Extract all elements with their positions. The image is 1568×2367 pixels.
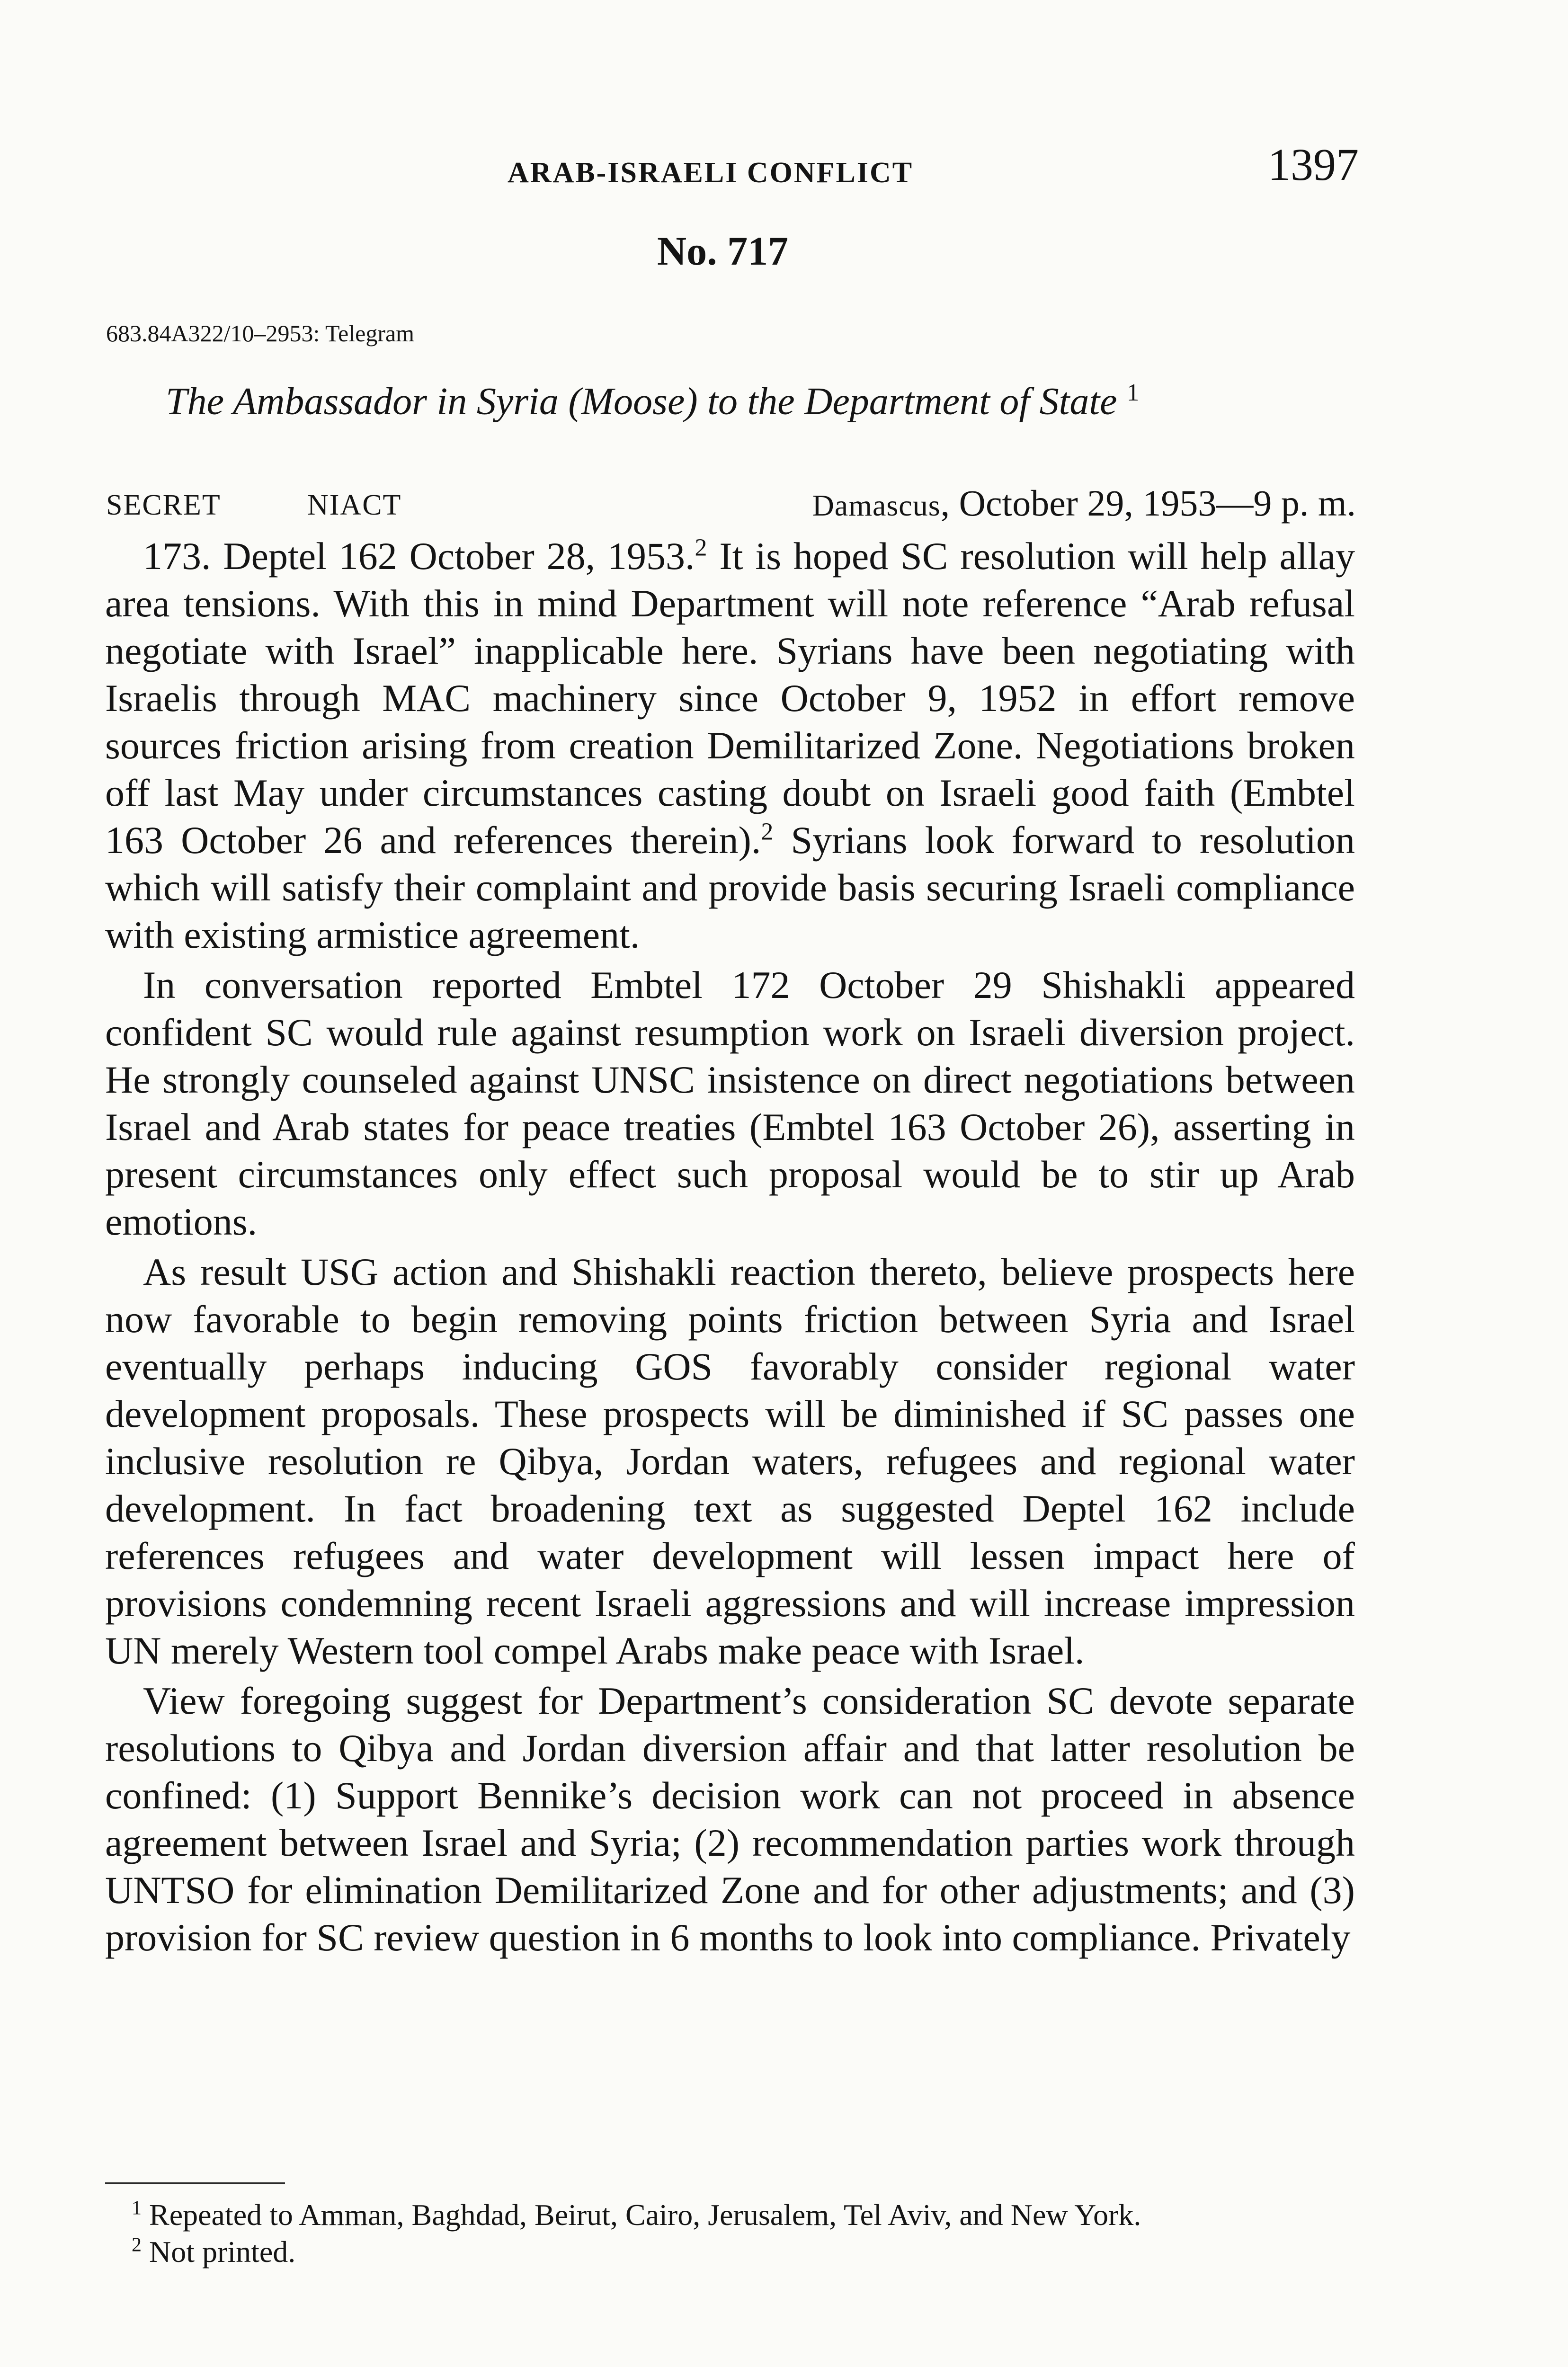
footnote-mark: 1 — [132, 2197, 142, 2219]
footnote-divider — [105, 2182, 285, 2184]
footnote-mark: 2 — [132, 2234, 142, 2256]
page-header — [0, 139, 1568, 208]
footnote-1 — [105, 2197, 1355, 2234]
paragraph-1-part-b: It is hoped SC resolution will help allay area tensions. With this in mind Department will note reference “Arab refusal negotiate with Israel” inapplicable here. Syrians have been negotiating with Israelis through MAC machinery since October 9, 1952 in effort remove sources friction arising from creation Demilitarized Zone. Negotiations broken off last May under circumstances casting doubt on Israeli good faith (Embtel 163 October 26 and references therein). — [105, 534, 1355, 862]
document-title-text: The Ambassador in Syria (Moose) to the Department of State — [166, 379, 1117, 423]
date-time: , October 29, 1953—9 p. m. — [940, 482, 1356, 524]
classification-marking: SECRET — [106, 489, 221, 521]
footnote-text: Repeated to Amman, Baghdad, Beirut, Cairo, Jerusalem, Tel Aviv, and New York. — [142, 2198, 1141, 2232]
paragraph-1-part-a: 173. Deptel 162 October 28, 1953. — [143, 534, 695, 578]
footnotes — [105, 2197, 1355, 2270]
dateline — [106, 482, 1356, 529]
footnote-2 — [105, 2234, 1355, 2270]
footnote-ref: 2 — [761, 818, 774, 845]
telegram-body — [105, 533, 1355, 1964]
footnote-ref: 2 — [695, 534, 707, 561]
paragraph-2: In conversation reported Embtel 172 October 29 Shishakli appeared confident SC would rule against resumption work on Israeli diversion project. He strongly counseled against UNSC insistence on direct negotiations between Israel and Arab states for peace treaties (Embtel 163 October 26), asserting in present circumstances only effect such proposal would be to stir up Arab emotions. — [105, 963, 1355, 1243]
precedence-marking: NIACT — [307, 489, 402, 521]
paragraph-4: View foregoing suggest for Department’s consideration SC devote separate resolutions to Qibya and Jordan diversion affair and that latter resolution be confined: (1) Support Bennike’s decision work can not proceed in absence agreement between Israel and Syria; (2) recommendation parties work through UNTSO for elimination Demilitarized Zone and for other adjustments; and (3) provision for SC review question in 6 months to look into compliance. Privately — [105, 1679, 1355, 1959]
page-number: 1397 — [1268, 139, 1359, 190]
place: Damascus — [812, 489, 941, 522]
file-reference: 683.84A322/10–2953: Telegram — [106, 320, 415, 347]
running-title: ARAB-ISRAELI CONFLICT — [508, 157, 914, 189]
paragraph-3: As result USG action and Shishakli reaction thereto, believe prospects here now favorable to begin removing points friction between Syria and Israel eventually perhaps inducing GOS favorably consider regional water development proposals. These prospects will be diminished if SC passes one inclusive resolution re Qibya, Jordan waters, refugees and regional water development. In fact broadening text as suggested Deptel 162 include references refugees and water development will lessen impact here of provisions condemning recent Israeli aggressions and will increase impression UN merely Western tool compel Arabs make peace with Israel. — [105, 1250, 1355, 1672]
footnote-text: Not printed. — [142, 2235, 296, 2269]
document-title — [166, 379, 1444, 423]
paragraph-1 — [105, 533, 1355, 959]
document-number: No. 717 — [657, 228, 789, 274]
paragraph-1-part-c: Syrians look forward to resolution which will satisfy their complaint and provide basis securing Israeli compliance with existing armistice agreement. — [105, 819, 1355, 956]
place-and-date — [812, 482, 1356, 525]
footnote-ref: 1 — [1127, 379, 1140, 406]
